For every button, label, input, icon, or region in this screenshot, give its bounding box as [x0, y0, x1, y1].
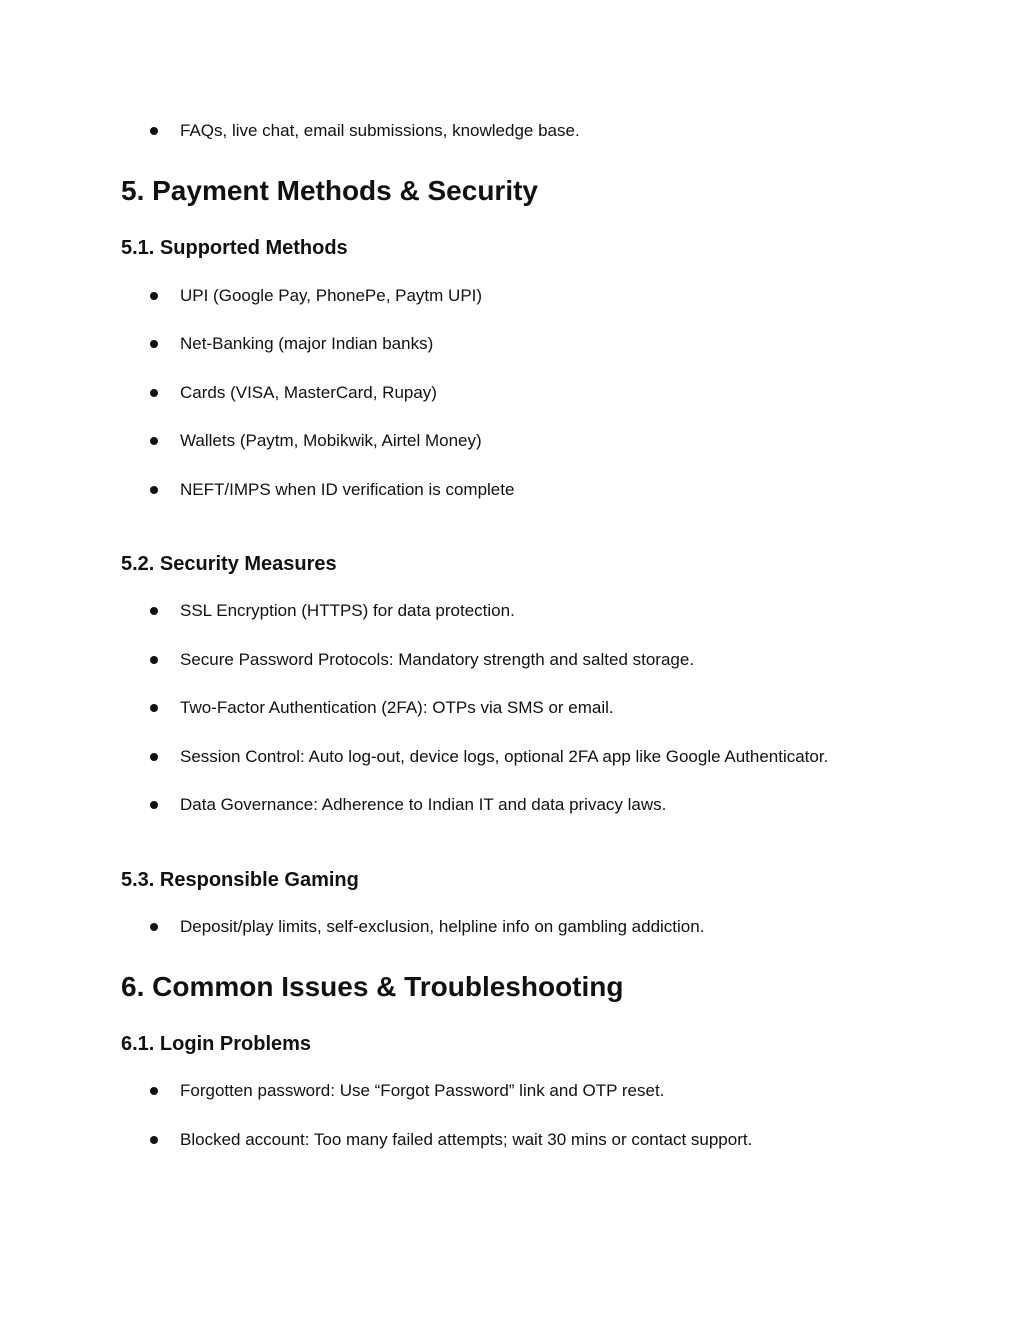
bullet-icon: [150, 486, 158, 494]
list-item: [150, 1079, 664, 1103]
list-item: [150, 745, 828, 769]
list-item-text: Secure Password Protocols: Mandatory strength and salted storage.: [180, 650, 695, 669]
list-item-text: Deposit/play limits, self-exclusion, helpline info on gambling addiction.: [180, 917, 705, 936]
bullet-icon: [150, 1136, 158, 1144]
list-item-text: Data Governance: Adherence to Indian IT and data privacy laws.: [180, 795, 667, 814]
list-item-text: Net-Banking (major Indian banks): [180, 334, 434, 353]
list-item: [150, 478, 514, 502]
list-item-text: Forgotten password: Use “Forgot Password” link and OTP reset.: [180, 1081, 665, 1100]
subsection-heading-5-3: 5.3. Responsible Gaming: [121, 869, 359, 891]
list-item-text: Session Control: Auto log-out, device logs, optional 2FA app like Google Authenticator.: [180, 747, 829, 766]
list-item: [150, 648, 694, 672]
list-item: [150, 284, 482, 308]
bullet-icon: [150, 607, 158, 615]
bullet-icon: [150, 704, 158, 712]
list-item-text: Blocked account: Too many failed attempts; wait 30 mins or contact support.: [180, 1130, 753, 1149]
bullet-icon: [150, 127, 158, 135]
list-item: [150, 429, 482, 453]
bullet-icon: [150, 753, 158, 761]
bullet-icon: [150, 340, 158, 348]
bullet-icon: [150, 1087, 158, 1095]
bullet-icon: [150, 923, 158, 931]
list-item: [150, 1128, 752, 1152]
list-item: [150, 696, 614, 720]
section-heading-6: 6. Common Issues & Troubleshooting: [121, 971, 624, 1002]
list-item: [150, 599, 515, 623]
list-item: [150, 119, 580, 143]
subsection-heading-5-1: 5.1. Supported Methods: [121, 237, 348, 259]
list-item: [150, 332, 433, 356]
list-item-text: UPI (Google Pay, PhonePe, Paytm UPI): [180, 286, 483, 305]
list-item: [150, 915, 704, 939]
list-item-text: Cards (VISA, MasterCard, Rupay): [180, 383, 437, 402]
bullet-icon: [150, 437, 158, 445]
section-heading-5: 5. Payment Methods & Security: [121, 175, 539, 206]
bullet-icon: [150, 656, 158, 664]
bullet-icon: [150, 292, 158, 300]
list-item-text: Wallets (Paytm, Mobikwik, Airtel Money): [180, 431, 482, 450]
list-item-text: SSL Encryption (HTTPS) for data protection.: [180, 601, 515, 620]
bullet-icon: [150, 801, 158, 809]
list-item-text: NEFT/IMPS when ID verification is complete: [180, 480, 515, 499]
bullet-icon: [150, 389, 158, 397]
list-item: [150, 793, 666, 817]
list-item-text: FAQs, live chat, email submissions, knowledge base.: [180, 121, 580, 140]
subsection-heading-6-1: 6.1. Login Problems: [121, 1033, 312, 1055]
list-item: [150, 381, 437, 405]
subsection-heading-5-2: 5.2. Security Measures: [121, 553, 337, 575]
list-item-text: Two-Factor Authentication (2FA): OTPs via SMS or email.: [180, 698, 614, 717]
